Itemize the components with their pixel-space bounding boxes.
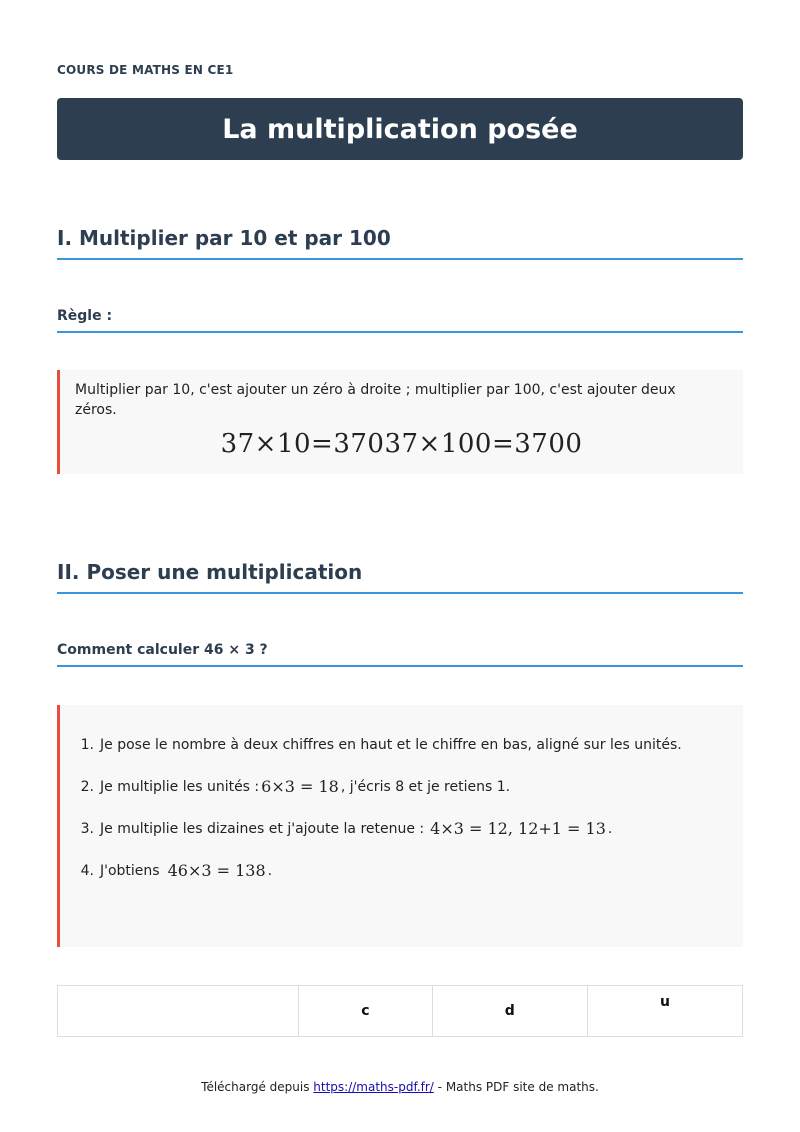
method-subtitle: Comment calculer 46 × 3 ? — [57, 642, 743, 667]
section-1-title: I. Multiplier par 10 et par 100 — [57, 226, 743, 260]
step-item: 4. J'obtiens 46×3 = 138 . — [80, 861, 273, 880]
table-cell-d: d — [432, 986, 587, 1037]
step-item: 2. Je multiplie les unités : 6×3 = 18 , j'écris 8 et je retiens 1. — [80, 777, 511, 796]
rule-subtitle: Règle : — [57, 308, 743, 333]
step-item: 3. Je multiplie les dizaines et j'ajoute la retenue : 4×3 = 12, 12+1 = 13 . — [80, 819, 613, 838]
table-cell — [58, 986, 299, 1037]
table-cell-c: c — [299, 986, 433, 1037]
page-title: La multiplication posée — [222, 113, 578, 145]
step-item: 1. Je pose le nombre à deux chiffres en haut et le chiffre en bas, aligné sur les unités. — [80, 737, 682, 753]
rule-box — [57, 370, 743, 474]
course-label: COURS DE MATHS EN CE1 — [57, 63, 234, 77]
rule-formula: 37×10=37037×100=3700 — [220, 429, 583, 459]
source-link[interactable]: https://maths-pdf.fr/ — [313, 1080, 434, 1094]
steps-box — [57, 705, 743, 947]
footer: Téléchargé depuis https://maths-pdf.fr/ - Maths PDF site de maths. — [201, 1080, 599, 1094]
math-expression: 6×3 = 18 — [261, 777, 339, 796]
section-2-title: II. Poser une multiplication — [57, 560, 743, 594]
place-value-table — [57, 985, 743, 1037]
title-banner — [57, 98, 743, 160]
steps-list — [60, 705, 743, 881]
table-cell-u: u — [587, 986, 742, 1037]
rule-text: Multiplier par 10, c'est ajouter un zéro à droite ; multiplier par 100, c'est ajouter deux zéros. — [75, 382, 676, 418]
math-expression: 4×3 = 12, 12+1 = 13 — [430, 819, 606, 838]
table-row — [58, 986, 743, 1037]
math-expression: 46×3 = 138 — [167, 861, 266, 880]
